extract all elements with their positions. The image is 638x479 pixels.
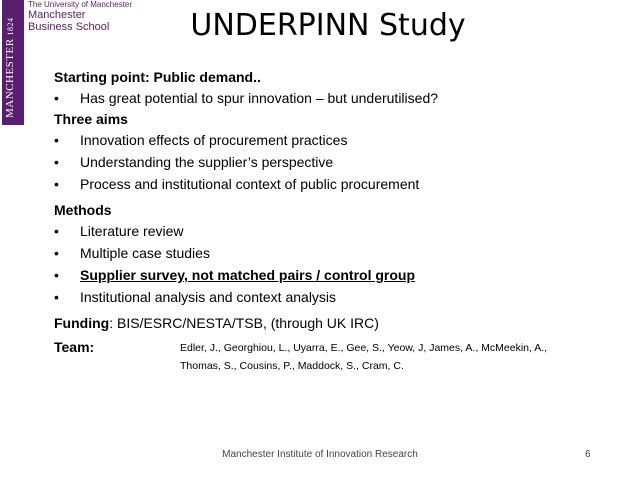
methods-list <box>54 220 614 308</box>
school-name-line2: Business School <box>28 21 110 33</box>
funding-line <box>54 313 614 333</box>
starting-point-list <box>54 87 614 109</box>
list-item-highlighted <box>54 264 614 286</box>
crest-year: 1824 <box>6 17 15 36</box>
list-item: • Literature review <box>54 220 614 242</box>
aims-heading: Three aims <box>54 111 128 127</box>
university-name: The University of Manchester <box>28 0 133 9</box>
school-name-line1: Manchester <box>28 9 86 21</box>
methods-heading: Methods <box>54 202 112 218</box>
list-item: • Multiple case studies <box>54 242 614 264</box>
list-item: • Innovation effects of procurement practices <box>54 129 614 151</box>
starting-point-heading: Starting point: Public demand.. <box>54 69 261 85</box>
team-section <box>54 337 614 375</box>
crest-bar <box>2 0 24 125</box>
footer-institute: Manchester Institute of Innovation Research <box>222 449 418 460</box>
page-number: 6 <box>585 449 591 460</box>
supplier-survey-text: Supplier survey, not matched pairs / control group <box>80 267 416 283</box>
list-item: • Process and institutional context of public procurement <box>54 173 614 195</box>
list-item: • Understanding the supplier’s perspective <box>54 151 614 173</box>
list-item: • Institutional analysis and context analysis <box>54 286 614 308</box>
team-members <box>180 337 547 375</box>
funding-text: : BIS/ESRC/NESTA/TSB, (through UK IRC) <box>109 315 379 331</box>
team-members-line2: Thomas, S., Cousins, P., Maddock, S., Cram, C. <box>180 360 404 372</box>
team-members-line1: Edler, J., Georghiou, L., Uyarra, E., Gee, S., Yeow, J, James, A., McMeekin, A., <box>180 342 548 354</box>
crest-text <box>5 17 16 118</box>
team-label: Team: <box>54 339 95 355</box>
school-name <box>28 9 109 33</box>
aims-list <box>54 129 614 195</box>
funding-label: Funding <box>54 315 110 331</box>
crest-word: MANCHESTER <box>4 38 16 118</box>
slide-title: UNDERPINN Study <box>190 8 466 43</box>
list-item: • Has great potential to spur innovation – but underutilised? <box>54 87 614 109</box>
slide-body <box>54 67 614 375</box>
